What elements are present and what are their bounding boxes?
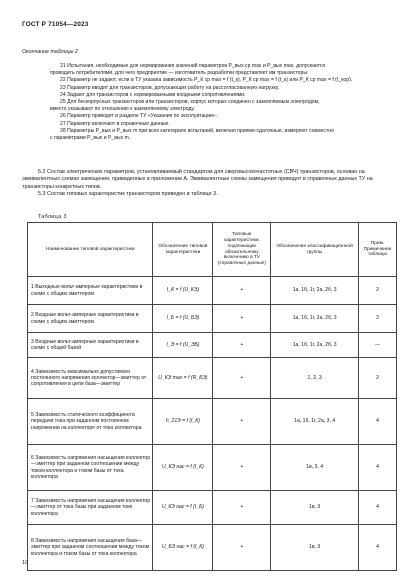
cell-group: 1а, 1б, 1г, 2а, 2б, 3: [271, 277, 359, 305]
table-row: [28, 333, 397, 358]
cell-note: 4: [359, 491, 397, 525]
cell-designation: I_Б = f (U_БЭ): [153, 305, 213, 333]
column-header: Типовые характеристики, подлежащие обязательному включению в ТУ (справочные данные): [213, 223, 271, 277]
cell-characteristic: 5 Зависимость статического коэффициента передачи тока при заданном постоянном напряжении на коллекторе от тока коллектора: [28, 399, 153, 445]
cell-characteristic: 6 Зависимость напряжения насыщения коллектор—эмиттер при заданном соотношении между током коллектора и током базы от тока коллектора: [28, 445, 153, 491]
cell-note: 2: [359, 305, 397, 333]
cell-note: 4: [359, 399, 397, 445]
note-line: 22 Параметр не задают, если в ТУ указана зависимость P_К ср max = f (t_к), P_К ср max = f (t_к) или P_К ср max = f (t_кор).: [60, 77, 353, 84]
paragraph: 5.3 Состав типовых характеристик транзисторов приведен в таблице 3.: [38, 191, 218, 198]
note-line: 24 Задают для транзисторов с нормированными входными сопротивлениями.: [60, 91, 246, 98]
cell-group: 1, 2, 3: [271, 358, 359, 399]
table-row: [28, 399, 397, 445]
note-line: 28 Параметры P_вых и P_вых m при всех категориях испытаний, включая приемо-сдаточные, измеряют совместно: [60, 127, 334, 134]
cell-designation: U_КЭ max = f (R_БЭ): [153, 358, 213, 399]
note-line: с параметрами P_вых и P_вых m.: [50, 135, 131, 142]
cell-note: 2: [359, 358, 397, 399]
cell-note: —: [359, 333, 397, 358]
note-line: вместо указывают по отношению к заземляемому электроду.: [50, 106, 195, 113]
table-row: [28, 491, 397, 525]
cell-designation: U_КЭ нас = f (I_К): [153, 445, 213, 491]
cell-mandatory: +: [213, 525, 271, 571]
body-text: [22, 169, 394, 199]
cell-group: 1в, 3: [271, 491, 359, 525]
cell-note: 4: [359, 445, 397, 491]
cell-characteristic: 3 Входные вольт-амперные характеристики в схеме с общей базой: [28, 333, 153, 358]
table-caption: Таблица 3: [38, 214, 67, 220]
note-line: 27 Параметр включают в справочные данные.: [60, 120, 170, 127]
column-header: Обозначение типовой характеристики: [153, 223, 213, 277]
table-row: [28, 305, 397, 333]
cell-mandatory: +: [213, 333, 271, 358]
cell-designation: I_Э = f (U_ЭБ): [153, 333, 213, 358]
cell-characteristic: 7 Зависимость напряжения насыщения коллектор—эмиттер от тока базы при заданном токе коллектора: [28, 491, 153, 525]
table-notes: [50, 63, 385, 142]
paragraph: 5.2 Состав электрических параметров, установливаемый стандартом для сверхвысокочастотных (СВЧ) транзисторов, основан на эквивалентных схемах замещения, приведенных в приложении А. Эквивалентные схемы замещения приводят в справочных данных ТУ на транзисторы конкретных типов.: [22, 169, 373, 190]
table-row: [28, 525, 397, 571]
cell-characteristic: 1 Выходные вольт-амперные характеристики в схеме с общим эмиттером: [28, 277, 153, 305]
note-line: 25 Для бескорпусных транзисторов или транзисторов, корпус которых соединен с заземляемым электродом,: [60, 99, 320, 106]
note-line: 26 Параметр приводят в разделе ТУ «Указания по эксплуатации».: [60, 113, 218, 120]
cell-group: 1а, 1б, 1г, 2а, 3, 4: [271, 399, 359, 445]
cell-mandatory: +: [213, 491, 271, 525]
table-continuation-label: Окончание таблицы 2: [22, 49, 78, 55]
page-number: 10: [22, 560, 29, 566]
table-header-row: [28, 223, 397, 277]
cell-characteristic: 8 Зависимость напряжения насыщения база—эмиттер при заданном соотношении между током коллектора и током базы от тока коллектора: [28, 525, 153, 571]
characteristics-table: [27, 222, 397, 571]
cell-designation: h_21Э = f (I_К): [153, 399, 213, 445]
cell-note: 4: [359, 525, 397, 571]
cell-characteristic: 2 Входные вольт-амперные характеристики в схеме с общим эмиттером: [28, 305, 153, 333]
cell-mandatory: +: [213, 399, 271, 445]
cell-group: 1а, 1б, 1г, 2а, 2б, 3: [271, 333, 359, 358]
cell-characteristic: 4 Зависимость максимально допустимого постоянного напряжения коллектор—эмиттер от сопротивления в цепи база—эмиттер: [28, 358, 153, 399]
column-header: Обозначение классификационной группы: [271, 223, 359, 277]
cell-group: 1а, 1б, 1г, 2а, 2б, 3: [271, 305, 359, 333]
cell-group: 1в, 3, 4: [271, 445, 359, 491]
cell-note: 2: [359, 277, 397, 305]
cell-designation: I_К = f (U_КЭ): [153, 277, 213, 305]
cell-mandatory: +: [213, 445, 271, 491]
cell-mandatory: +: [213, 305, 271, 333]
note-line: проводить потребителями, для чего предприятие — изготовитель разработки представляет им транзисторы.: [50, 70, 309, 77]
note-line: 21 Испытания, необходимые для нормирования значений параметров P_вых.ср max и P_вых max, допускается: [60, 63, 326, 69]
cell-designation: U_БЭ нас = f (I_К): [153, 525, 213, 571]
column-header: Наименование типовой характеристики: [28, 223, 153, 277]
table-row: [28, 445, 397, 491]
cell-mandatory: +: [213, 358, 271, 399]
cell-mandatory: +: [213, 277, 271, 305]
cell-group: 1в, 3: [271, 525, 359, 571]
cell-designation: U_КЭ нас = f (I_Б): [153, 491, 213, 525]
document-header: ГОСТ Р 71054—2023: [22, 21, 89, 28]
note-line: 23 Параметр вводят для транзисторов, допускающих работу на рассогласованную нагрузку.: [60, 84, 280, 91]
column-header: Прим. Примечание таблицы: [359, 223, 397, 277]
table-row: [28, 358, 397, 399]
table-row: [28, 277, 397, 305]
